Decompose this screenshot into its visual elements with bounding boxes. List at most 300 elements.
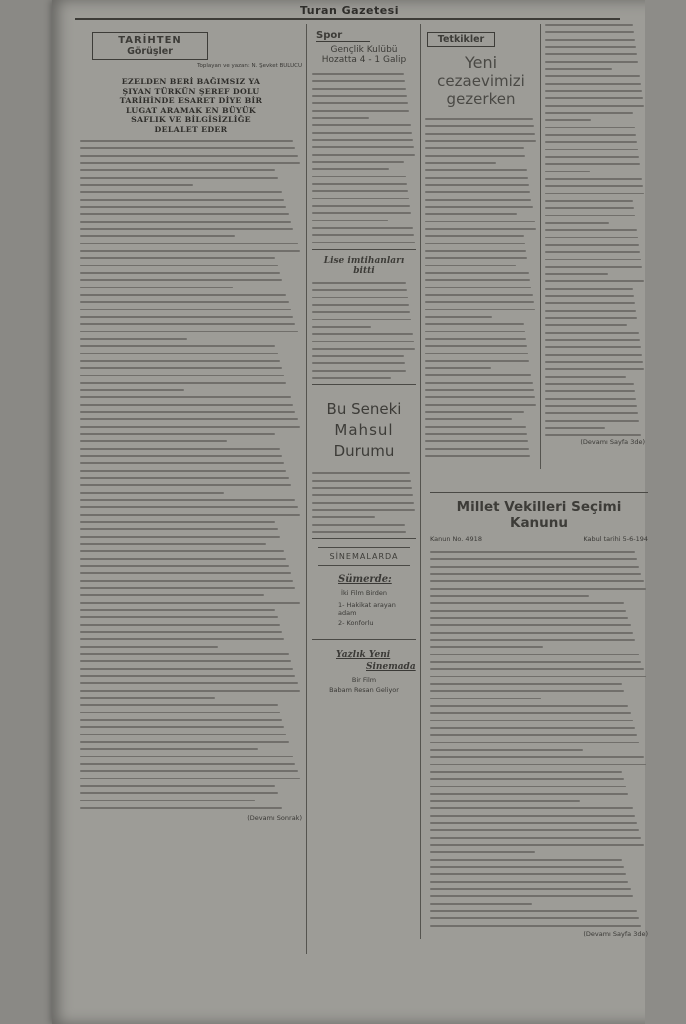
text-line (425, 162, 496, 164)
column-rule-3 (540, 24, 541, 469)
text-line (425, 411, 524, 413)
text-line (80, 741, 289, 743)
text-line (430, 829, 639, 831)
text-line (430, 683, 622, 685)
text-line (80, 418, 298, 420)
text-line (312, 355, 404, 357)
text-line (545, 368, 644, 370)
text-line (425, 345, 527, 347)
text-line (425, 287, 531, 289)
text-line (545, 90, 642, 92)
text-line (80, 609, 275, 611)
text-line (430, 698, 541, 700)
text-line (430, 668, 644, 670)
text-line (425, 155, 525, 157)
text-line (80, 309, 291, 311)
text-line (80, 499, 295, 501)
text-line (80, 477, 289, 479)
text-line (425, 331, 525, 333)
text-line (430, 822, 637, 824)
text-line (425, 184, 529, 186)
text-line (545, 405, 637, 407)
text-line (80, 169, 275, 171)
text-line (80, 184, 193, 186)
text-line (425, 396, 535, 398)
text-line (80, 536, 280, 538)
milletvekili-title-1: Millet Vekilleri Seçimi (456, 499, 622, 515)
text-line (425, 294, 533, 296)
text-line (312, 80, 405, 82)
text-line (425, 279, 530, 281)
text-line (430, 734, 637, 736)
tetkikler-label: Tetkikler (427, 32, 495, 47)
text-line (425, 133, 535, 135)
text-line (430, 800, 580, 802)
text-line (312, 190, 408, 192)
mahsul-title-2: Mahsul (334, 421, 394, 440)
text-line (80, 770, 298, 772)
text-line (312, 95, 407, 97)
text-line (425, 433, 527, 435)
text-line (80, 470, 286, 472)
text-line (430, 910, 637, 912)
text-line (80, 756, 293, 758)
divider (312, 538, 416, 539)
text-line (425, 213, 517, 215)
text-line (425, 404, 536, 406)
spor-title: Gençlik Kulübü (330, 45, 398, 55)
text-line (312, 531, 406, 533)
mahsul-title-1: Bu Seneki (326, 400, 402, 419)
text-line (430, 771, 622, 773)
text-line (545, 178, 642, 180)
kanun-info (430, 535, 648, 543)
text-line (80, 587, 295, 589)
text-line (545, 134, 636, 136)
text-line (80, 785, 275, 787)
text-line (545, 149, 638, 151)
left-page-edge (0, 0, 52, 1024)
text-line (312, 102, 408, 104)
text-line (80, 433, 275, 435)
text-line (425, 191, 530, 193)
headline-line: EZELDEN BERİ BAĞIMSIZ YA (121, 77, 261, 86)
text-line (80, 792, 278, 794)
text-line (545, 346, 641, 348)
column-tetkikler (425, 24, 537, 462)
text-line (545, 420, 639, 422)
column-tarihten (80, 24, 302, 822)
text-line (312, 198, 409, 200)
text-line (80, 345, 275, 347)
text-line (80, 653, 289, 655)
text-line (430, 573, 641, 575)
text-line (545, 171, 590, 173)
text-line (545, 295, 634, 297)
text-line (545, 119, 591, 121)
text-line (430, 551, 635, 553)
text-line (312, 242, 415, 244)
text-line (80, 558, 286, 560)
text-line (430, 778, 624, 780)
text-line (430, 712, 631, 714)
text-line (430, 793, 628, 795)
text-line (312, 326, 371, 328)
text-line (425, 374, 531, 376)
text-line (425, 147, 524, 149)
headline-line: TARİHİNDE ESARET DİYE BİR (119, 96, 263, 105)
divider (312, 639, 416, 640)
text-line (425, 426, 526, 428)
divider (430, 492, 648, 493)
yazlik-title-1: Yazlık Yeni (336, 650, 391, 661)
text-line (80, 316, 293, 318)
text-line (312, 88, 406, 90)
kanun-no: Kanun No. 4918 (430, 535, 482, 543)
text-line (312, 494, 413, 496)
text-line (312, 348, 415, 350)
text-line (430, 888, 631, 890)
text-line (80, 199, 284, 201)
text-line (312, 311, 410, 313)
text-line (80, 697, 215, 699)
text-line (80, 719, 282, 721)
text-line (425, 338, 526, 340)
text-line (430, 873, 626, 875)
text-line (80, 294, 286, 296)
column-right (545, 24, 645, 446)
text-line (312, 297, 408, 299)
text-line (545, 244, 639, 246)
text-line (545, 112, 633, 114)
text-line (312, 154, 415, 156)
text-line (545, 302, 635, 304)
spor-body-text (312, 73, 416, 243)
text-line (312, 502, 414, 504)
text-line (80, 726, 284, 728)
text-line (545, 376, 626, 378)
divider (312, 384, 416, 385)
byline: Toplayan ve yazan: N. Şevket BULUCU (197, 63, 302, 69)
headline-line: SAFLIK VE BİLGİSİZLİĞE (131, 115, 251, 124)
text-line (80, 455, 282, 457)
text-line (545, 383, 634, 385)
text-line (80, 287, 233, 289)
text-line (545, 163, 640, 165)
text-line (425, 382, 533, 384)
text-line (545, 141, 637, 143)
text-line (312, 132, 412, 134)
text-line (80, 682, 298, 684)
milletvekili-article (430, 492, 648, 938)
text-line (430, 815, 635, 817)
text-line (430, 624, 631, 626)
text-line (545, 310, 636, 312)
text-line (312, 161, 404, 163)
text-line (312, 524, 405, 526)
text-line (430, 676, 646, 678)
text-line (80, 602, 300, 604)
text-line (545, 39, 635, 41)
text-line (80, 514, 300, 516)
divider (312, 249, 416, 250)
text-line (430, 851, 535, 853)
text-line (430, 786, 626, 788)
column-rule-1 (306, 24, 307, 954)
lise-title: Lise imtihanları (323, 255, 405, 266)
text-line (545, 237, 638, 239)
text-line (425, 250, 526, 252)
text-line (80, 521, 275, 523)
text-line (312, 146, 414, 148)
text-line (425, 243, 525, 245)
masthead: Turan Gazetesi (300, 4, 399, 17)
sinema-label: SİNEMALARDA (318, 547, 410, 566)
text-line (430, 602, 624, 604)
text-line (80, 411, 295, 413)
text-line (80, 243, 298, 245)
text-line (80, 440, 227, 442)
yazlik-item: Bir Film (351, 676, 377, 685)
text-line (80, 191, 282, 193)
column-rule-2 (420, 24, 421, 939)
text-line (80, 734, 286, 736)
text-line (80, 763, 295, 765)
text-line (545, 222, 609, 224)
text-line (545, 193, 644, 195)
text-line (425, 221, 535, 223)
tarihten-box (92, 32, 208, 60)
text-line (312, 183, 407, 185)
text-line (80, 492, 224, 494)
text-line (425, 323, 524, 325)
text-line (545, 105, 644, 107)
milletvekili-signature: (Devamı Sayfa 3de) (583, 930, 648, 939)
text-line (80, 565, 289, 567)
text-line (80, 265, 278, 267)
lise-body-text (312, 282, 416, 379)
text-line (312, 480, 411, 482)
text-line (80, 748, 258, 750)
text-line (80, 616, 278, 618)
cezaevi-body-text (425, 118, 537, 457)
text-line (80, 228, 293, 230)
text-line (545, 185, 643, 187)
mahsul-body-text (312, 472, 416, 533)
text-line (545, 332, 639, 334)
right-column-text (545, 24, 645, 436)
text-line (545, 317, 637, 319)
text-line (545, 75, 640, 77)
text-line (80, 704, 278, 706)
headline-line: ŞIYAN TÜRKÜN ŞEREF DOLU (122, 86, 260, 96)
text-line (425, 367, 491, 369)
text-line (430, 580, 644, 582)
text-line (545, 31, 634, 33)
text-line (312, 319, 411, 321)
text-line (425, 177, 528, 179)
text-line (80, 448, 280, 450)
text-line (80, 690, 300, 692)
text-line (312, 341, 414, 343)
text-line (312, 73, 404, 75)
text-line (430, 749, 583, 751)
text-line (430, 720, 633, 722)
text-line (312, 212, 411, 214)
text-line (545, 46, 636, 48)
text-line (425, 228, 536, 230)
text-line (80, 360, 280, 362)
text-line (545, 339, 640, 341)
yazlik-item: Babam Resan Geliyor (329, 686, 399, 695)
milletvekili-title-2: Kanunu (509, 515, 568, 531)
text-line (430, 742, 639, 744)
text-line (545, 229, 637, 231)
text-line (80, 338, 187, 340)
text-line (545, 434, 641, 436)
spor-label: Spor (316, 30, 370, 42)
text-line (425, 418, 512, 420)
text-line (312, 333, 413, 335)
text-line (312, 234, 414, 236)
sinema-item: İki Film Birden (341, 589, 387, 598)
text-line (312, 516, 375, 518)
text-line (312, 472, 410, 474)
text-line (80, 550, 284, 552)
text-line (430, 639, 635, 641)
text-line (425, 440, 528, 442)
text-line (430, 661, 641, 663)
text-line (545, 427, 605, 429)
text-line (312, 117, 369, 119)
cezaevi-title-3: gezerken (446, 90, 516, 108)
yazlik-title-2: Sinemada (366, 662, 416, 673)
text-line (312, 509, 415, 511)
text-line (430, 705, 628, 707)
cezaevi-title-1: Yeni (464, 53, 498, 72)
text-line (80, 807, 282, 809)
text-line (430, 844, 644, 846)
text-line (312, 205, 410, 207)
text-line (312, 139, 413, 141)
text-line (430, 895, 633, 897)
text-line (425, 360, 529, 362)
text-line (545, 156, 639, 158)
text-line (425, 235, 524, 237)
text-line (312, 124, 411, 126)
text-line (80, 572, 291, 574)
text-line (80, 675, 295, 677)
text-line (312, 304, 409, 306)
text-line (80, 778, 300, 780)
text-line (425, 265, 516, 267)
lise-subtitle: bitti (353, 265, 375, 276)
article-body-text (80, 140, 302, 809)
text-line (80, 257, 275, 259)
sinema-item: 1- Hakikat arayan adam (338, 601, 396, 618)
text-line (430, 756, 644, 758)
text-line (80, 580, 293, 582)
text-line (312, 220, 388, 222)
text-line (430, 646, 543, 648)
text-line (430, 866, 624, 868)
text-line (425, 316, 492, 318)
text-line (80, 631, 282, 633)
text-line (545, 266, 642, 268)
text-line (545, 273, 608, 275)
text-line (312, 168, 389, 170)
text-line (80, 646, 218, 648)
text-line (545, 53, 637, 55)
text-line (430, 632, 633, 634)
text-line (545, 68, 612, 70)
text-line (430, 617, 628, 619)
text-line (545, 215, 635, 217)
text-line (80, 250, 300, 252)
text-line (545, 324, 627, 326)
text-line (80, 800, 255, 802)
text-line (430, 807, 633, 809)
text-line (425, 353, 528, 355)
text-line (545, 24, 633, 26)
gorusler-title: Görüşler (127, 46, 173, 57)
article-signature: (Devamı Sonrak) (247, 814, 302, 823)
right-page-edge (645, 0, 686, 1024)
text-line (425, 125, 534, 127)
text-line (430, 690, 624, 692)
text-line (545, 398, 636, 400)
text-line (80, 712, 280, 714)
text-line (425, 448, 529, 450)
text-line (80, 353, 278, 355)
headline-line: LUGAT ARAMAK EN BÜYÜK (125, 105, 257, 115)
text-line (430, 654, 639, 656)
article-headline (80, 77, 302, 134)
text-line (425, 206, 533, 208)
text-line (545, 251, 640, 253)
text-line (80, 301, 289, 303)
text-line (80, 389, 184, 391)
text-line (545, 280, 644, 282)
text-line (80, 660, 291, 662)
text-line (80, 638, 284, 640)
text-line (430, 917, 639, 919)
text-line (425, 199, 531, 201)
text-line (80, 594, 264, 596)
text-line (545, 83, 641, 85)
text-line (80, 668, 293, 670)
text-line (545, 200, 633, 202)
text-line (312, 377, 391, 379)
text-line (312, 282, 406, 284)
text-line (80, 147, 295, 149)
text-line (425, 118, 533, 120)
text-line (430, 837, 641, 839)
text-line (425, 257, 527, 259)
sinema-item: 2- Konforlu (338, 619, 374, 628)
text-line (80, 624, 280, 626)
text-line (545, 361, 643, 363)
text-line (545, 207, 634, 209)
text-line (80, 404, 293, 406)
text-line (80, 396, 291, 398)
text-line (312, 362, 405, 364)
text-line (80, 331, 298, 333)
text-line (80, 177, 278, 179)
text-line (80, 155, 298, 157)
text-line (80, 162, 300, 164)
text-line (545, 412, 638, 414)
